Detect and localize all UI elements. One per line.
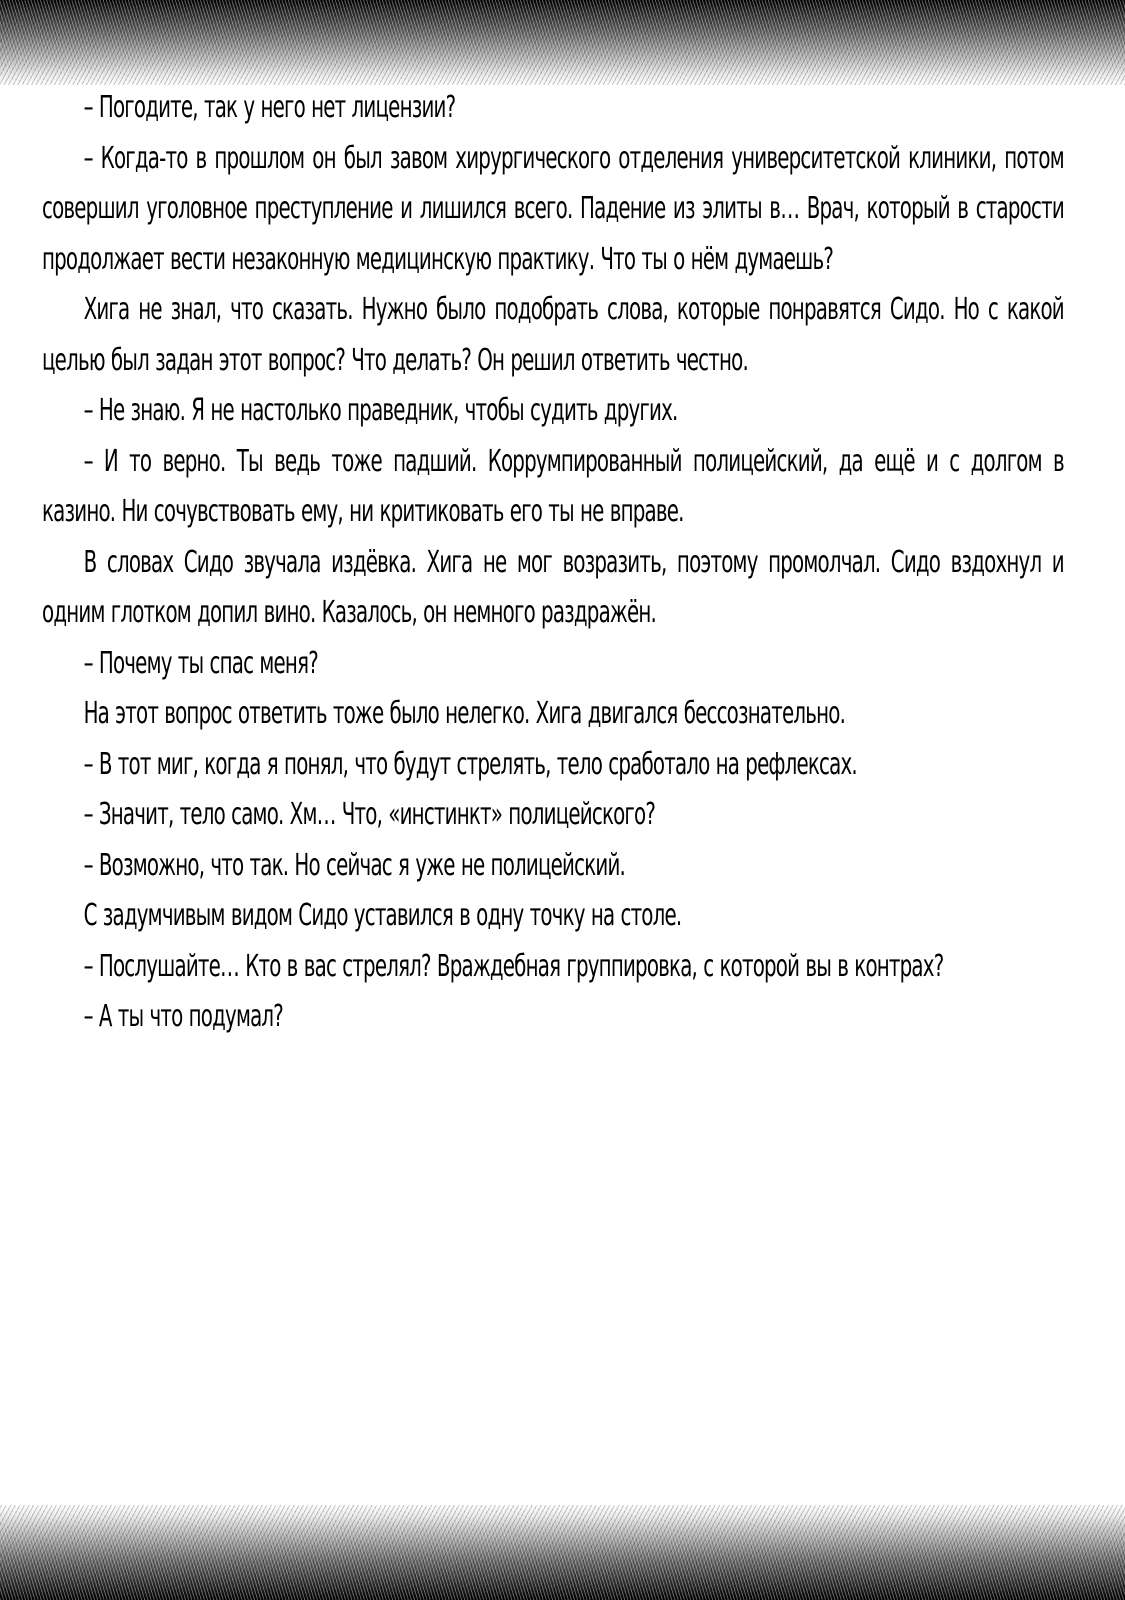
- paragraph: – Погодите, так у него нет лицензии?: [83, 90, 456, 125]
- paragraph: – А ты что подумал?: [83, 999, 284, 1034]
- paragraph: С задумчивым видом Сидо уставился в одну точку на столе.: [83, 898, 682, 933]
- paragraph: На этот вопрос ответить тоже было нелегко. Хига двигался бессознательно.: [83, 696, 846, 731]
- paragraph: – Когда-то в прошлом он был завом хирургического отделения университетской клиники, потом совершил уголовное преступление и лишился всего. Падение из элиты в… Врач, который в старости продолжает вести незаконную медицинскую практику. Что ты о нём думаешь?: [42, 140, 1064, 277]
- paragraph: – В тот миг, когда я понял, что будут стрелять, тело сработало на рефлексах.: [83, 746, 857, 782]
- paragraph: – Послушайте… Кто в вас стрелял? Враждебная группировка, с которой вы в контрах?: [83, 948, 944, 984]
- paragraph: Хига не знал, что сказать. Нужно было подобрать слова, которые понравятся Сидо. Но с какой целью был задан этот вопрос? Что делать? Он решил ответить честно.: [42, 292, 1064, 378]
- text-page: [42, 83, 1064, 1043]
- paragraph: В словах Сидо звучала издёвка. Хига не мог возразить, поэтому промолчал. Сидо вздохнул и одним глотком допил вино. Казалось, он немного раздражён.: [42, 544, 1064, 630]
- paragraph: – Значит, тело само. Хм… Что, «инстинкт» полицейского?: [83, 797, 656, 832]
- paragraph: – Не знаю. Я не настолько праведник, чтобы судить других.: [83, 393, 678, 428]
- top-noise-border: [0, 0, 1125, 85]
- bottom-noise-border: [0, 1505, 1125, 1600]
- paragraph: – И то верно. Ты ведь тоже падший. Коррумпированный полицейский, да ещё и с долгом в казино. Ни сочувствовать ему, ни критиковать его ты не вправе.: [42, 443, 1064, 529]
- paragraph: – Возможно, что так. Но сейчас я уже не полицейский.: [83, 847, 626, 883]
- paragraph: – Почему ты спас меня?: [83, 645, 318, 681]
